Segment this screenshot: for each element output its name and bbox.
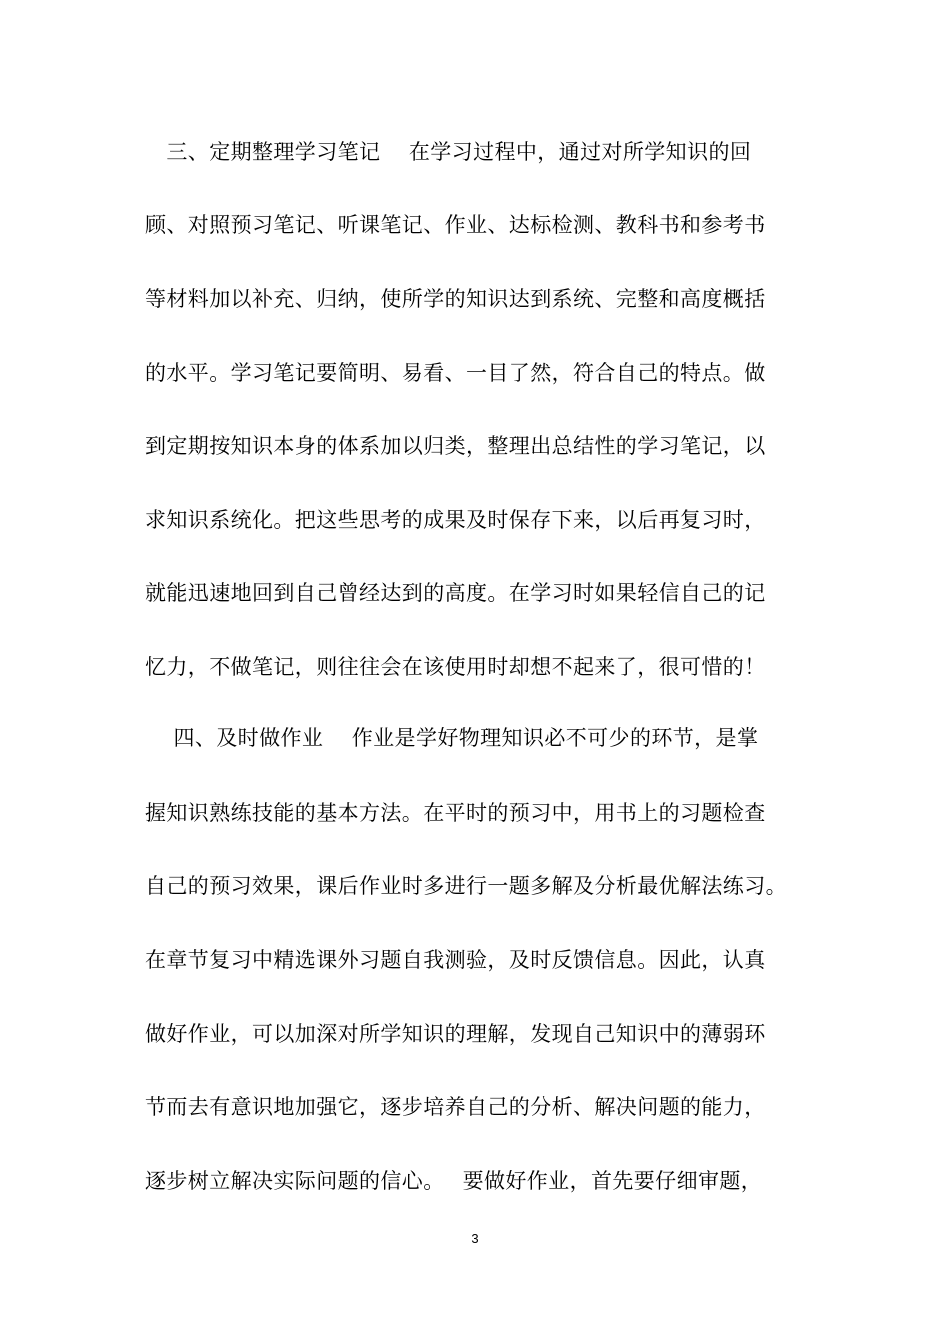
- text-line: 逐步树立解决实际问题的信心。 要做好作业，首先要仔细审题，: [145, 1169, 763, 1193]
- text-line: 的水平。学习笔记要简明、易看、一目了然，符合自己的特点。做: [145, 361, 766, 385]
- text-line: 握知识熟练技能的基本方法。在平时的预习中，用书上的习题检查: [145, 801, 766, 825]
- text-line: 节而去有意识地加强它，逐步培养自己的分析、解决问题的能力，: [145, 1095, 766, 1119]
- text-line: 自己的预习效果，课后作业时多进行一题多解及分析最优解法练习。: [145, 874, 787, 898]
- text-line: 忆力，不做笔记，则往往会在该使用时却想不起来了，很可惜的！: [145, 655, 766, 679]
- text-line: 三、定期整理学习笔记 在学习过程中，通过对所学知识的回: [145, 140, 752, 164]
- page-number: 3: [471, 1231, 479, 1246]
- text-line: 顾、对照预习笔记、听课笔记、作业、达标检测、教科书和参考书: [145, 213, 766, 237]
- text-line: 四、及时做作业 作业是学好物理知识必不可少的环节，是掌: [145, 726, 759, 750]
- text-line: 到定期按知识本身的体系加以归类，整理出总结性的学习笔记，以: [145, 434, 766, 458]
- text-line: 求知识系统化。把这些思考的成果及时保存下来，以后再复习时，: [145, 508, 766, 532]
- text-line: 等材料加以补充、归纳，使所学的知识达到系统、完整和高度概括: [145, 287, 766, 311]
- text-line: 做好作业，可以加深对所学知识的理解，发现自己知识中的薄弱环: [145, 1022, 766, 1046]
- text-line: 在章节复习中精选课外习题自我测验，及时反馈信息。因此，认真: [145, 948, 766, 972]
- text-line: 就能迅速地回到自己曾经达到的高度。在学习时如果轻信自己的记: [145, 581, 766, 605]
